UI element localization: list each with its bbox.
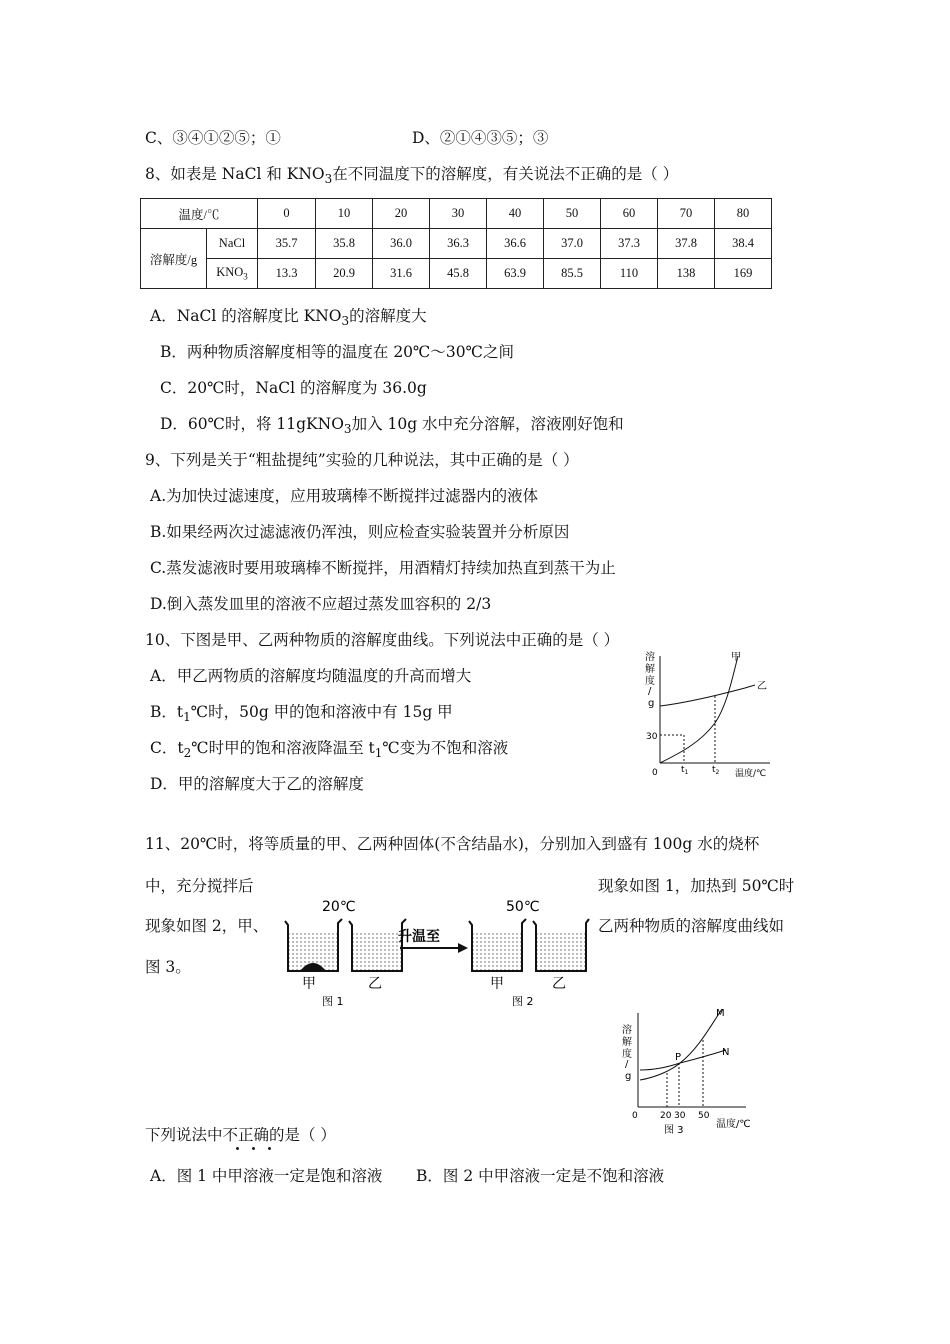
q11-line4: 图 3。 — [145, 958, 191, 976]
q10-stem: 10、下图是甲、乙两种物质的溶解度曲线。下列说法中正确的是（ ） — [145, 631, 620, 649]
q9-option-b: B.如果经两次过滤滤液仍浑浊，则应检查实验装置并分析原因 — [150, 523, 570, 541]
caption-fig1: 图 1 — [322, 995, 344, 1008]
temp-cell: 40 — [487, 199, 544, 229]
y-axis-label-char: 解 — [645, 664, 655, 675]
nacl-cell: 35.7 — [258, 229, 316, 259]
temp-cell: 10 — [316, 199, 373, 229]
beaker-label: 乙 — [552, 976, 566, 992]
kno3-label: $KNO_3$ — [207, 259, 258, 289]
nacl-cell: 37.3 — [601, 229, 658, 259]
solubility-header: 溶解度/g — [141, 229, 207, 289]
y-axis-label-char: 解 — [622, 1037, 632, 1048]
nacl-label: NaCl — [207, 229, 258, 259]
q11-solubility-graph-fig3 — [618, 1005, 768, 1140]
q8-option-b: B．两种物质溶解度相等的温度在 20℃～30℃之间 — [160, 343, 514, 361]
q11-line2b: 现象如图 1，加热到 50℃时 — [598, 877, 795, 895]
q9-option-d: D.倒入蒸发皿里的溶液不应超过蒸发皿容积的 2/3 — [150, 595, 492, 613]
kno3-cell: 20.9 — [316, 259, 373, 289]
beaker-label: 甲 — [302, 976, 316, 992]
x-tick-30: 30 — [674, 1111, 686, 1121]
q8-option-d: D．60℃时，将 11gKNO$_3$加入 10g 水中充分溶解，溶液刚好饱和 — [160, 415, 624, 437]
emphasis-dot — [268, 1147, 271, 1150]
nacl-cell: 36.0 — [373, 229, 430, 259]
q9-stem: 9、下列是关于“粗盐提纯”实验的几种说法，其中正确的是（ ） — [145, 451, 579, 469]
kno3-cell: 13.3 — [258, 259, 316, 289]
nacl-cell: 36.3 — [430, 229, 487, 259]
temp-cell: 80 — [715, 199, 772, 229]
q11-line2a: 中，充分搅拌后 — [145, 877, 254, 895]
beaker-yi-fig2 — [533, 919, 589, 971]
beaker-label: 甲 — [490, 976, 504, 992]
kno3-cell: 45.8 — [430, 259, 487, 289]
q11-option-a: A．图 1 中甲溶液一定是饱和溶液 — [150, 1167, 383, 1185]
temp-20-label: 20℃ — [322, 899, 356, 915]
label-yi: 乙 — [757, 681, 767, 692]
x-axis-label: 温度/℃ — [716, 1119, 751, 1130]
q10-option-d: D．甲的溶解度大于乙的溶解度 — [150, 775, 364, 793]
y-axis-label-char: 度 — [622, 1049, 632, 1060]
q11-line3a: 现象如图 2，甲、 — [145, 917, 269, 935]
y-axis-label-char: 溶 — [622, 1025, 632, 1036]
q10-option-a: A．甲乙两物质的溶解度均随温度的升高而增大 — [150, 667, 472, 685]
q8-option-a: A．NaCl 的溶解度比 $KNO_3$的溶解度大 — [150, 307, 427, 329]
temp-cell: 20 — [373, 199, 430, 229]
caption-fig3: 图 3 — [664, 1125, 684, 1136]
emphasis-dot — [252, 1147, 255, 1150]
emphasis-dot — [236, 1147, 239, 1150]
temp-cell: 60 — [601, 199, 658, 229]
y-axis-label-char: g — [625, 1071, 632, 1082]
label-m: M — [716, 1008, 725, 1019]
curve-jia — [660, 656, 738, 763]
nacl-cell: 37.0 — [544, 229, 601, 259]
caption-fig2: 图 2 — [512, 995, 534, 1008]
y-axis-label-char: / — [648, 686, 652, 697]
temp-cell: 30 — [430, 199, 487, 229]
beaker-jia-fig1 — [285, 919, 342, 971]
temp-cell: 70 — [658, 199, 715, 229]
table-row-nacl — [141, 229, 772, 259]
kno3-cell: 110 — [601, 259, 658, 289]
q10-solubility-graph — [635, 648, 775, 783]
temp-cell: 50 — [544, 199, 601, 229]
temp-header: 温度/℃ — [141, 199, 258, 229]
nacl-cell: 37.8 — [658, 229, 715, 259]
kno3-cell: 85.5 — [544, 259, 601, 289]
beaker-jia-fig2 — [469, 919, 526, 971]
q7-option-d: D、②①④③⑤；③ — [412, 129, 549, 147]
q11-beaker-figures — [280, 893, 590, 1013]
t2-label: $t_2$ — [712, 765, 720, 776]
q9-option-c: C.蒸发滤液时要用玻璃棒不断搅拌，用酒精灯持续加热直到蒸干为止 — [150, 559, 616, 577]
table-row-temp — [141, 199, 772, 229]
origin-label: 0 — [652, 768, 658, 778]
label-n: N — [722, 1047, 730, 1058]
curve-yi — [660, 685, 755, 706]
arrow-label: 升温至 — [398, 929, 440, 945]
nacl-cell: 36.6 — [487, 229, 544, 259]
q8-stem: 8、如表是 NaCl 和 $KNO_3$在不同温度下的溶解度，有关说法不正确的是（ ） — [145, 165, 679, 187]
table-row-kno3 — [141, 259, 772, 289]
beaker-label: 乙 — [368, 976, 382, 992]
q11-line3b: 乙两种物质的溶解度曲线如 — [598, 917, 785, 935]
label-jia: 甲 — [731, 652, 741, 663]
x-tick-50: 50 — [698, 1111, 710, 1121]
t1-label: $t_1$ — [681, 765, 689, 776]
nacl-cell: 35.8 — [316, 229, 373, 259]
kno3-cell: 169 — [715, 259, 772, 289]
y-axis-label-char: g — [648, 698, 655, 709]
y-tick-30: 30 — [646, 732, 658, 742]
nacl-cell: 38.4 — [715, 229, 772, 259]
beaker-yi-fig1 — [349, 919, 406, 971]
arrow-head-icon — [458, 943, 468, 953]
solubility-table — [140, 198, 772, 289]
y-axis-label-char: 度 — [645, 676, 655, 687]
q10-option-b: B．$t_1℃$时，50g 甲的饱和溶液中有 15g 甲 — [150, 703, 453, 725]
q10-option-c: C．$t_2℃$时甲的饱和溶液降温至 $t_1℃$变为不饱和溶液 — [150, 739, 509, 761]
q11-line1: 11、20℃时，将等质量的甲、乙两种固体(不含结晶水)，分别加入到盛有 100g 水的烧杯 — [145, 835, 760, 853]
x-axis-label: 温度/℃ — [735, 769, 767, 779]
y-axis-label-char: 溶 — [645, 652, 655, 663]
q8-option-c: C．20℃时，NaCl 的溶解度为 36.0g — [160, 379, 427, 397]
temp-cell: 0 — [258, 199, 316, 229]
temp-50-label: 50℃ — [506, 899, 540, 915]
kno3-cell: 31.6 — [373, 259, 430, 289]
kno3-cell: 63.9 — [487, 259, 544, 289]
label-p: P — [675, 1052, 682, 1063]
origin-label: 0 — [632, 1111, 638, 1121]
q11-ask: 下列说法中不正确的是（ ） — [145, 1126, 336, 1144]
kno3-cell: 138 — [658, 259, 715, 289]
q9-option-a: A.为加快过滤速度，应用玻璃棒不断搅拌过滤器内的液体 — [150, 487, 539, 505]
q7-option-c: C、③④①②⑤；① — [145, 129, 281, 147]
q11-option-b: B．图 2 中甲溶液一定是不饱和溶液 — [416, 1167, 665, 1185]
y-axis-label-char: / — [625, 1059, 629, 1070]
x-tick-20: 20 — [660, 1111, 672, 1121]
